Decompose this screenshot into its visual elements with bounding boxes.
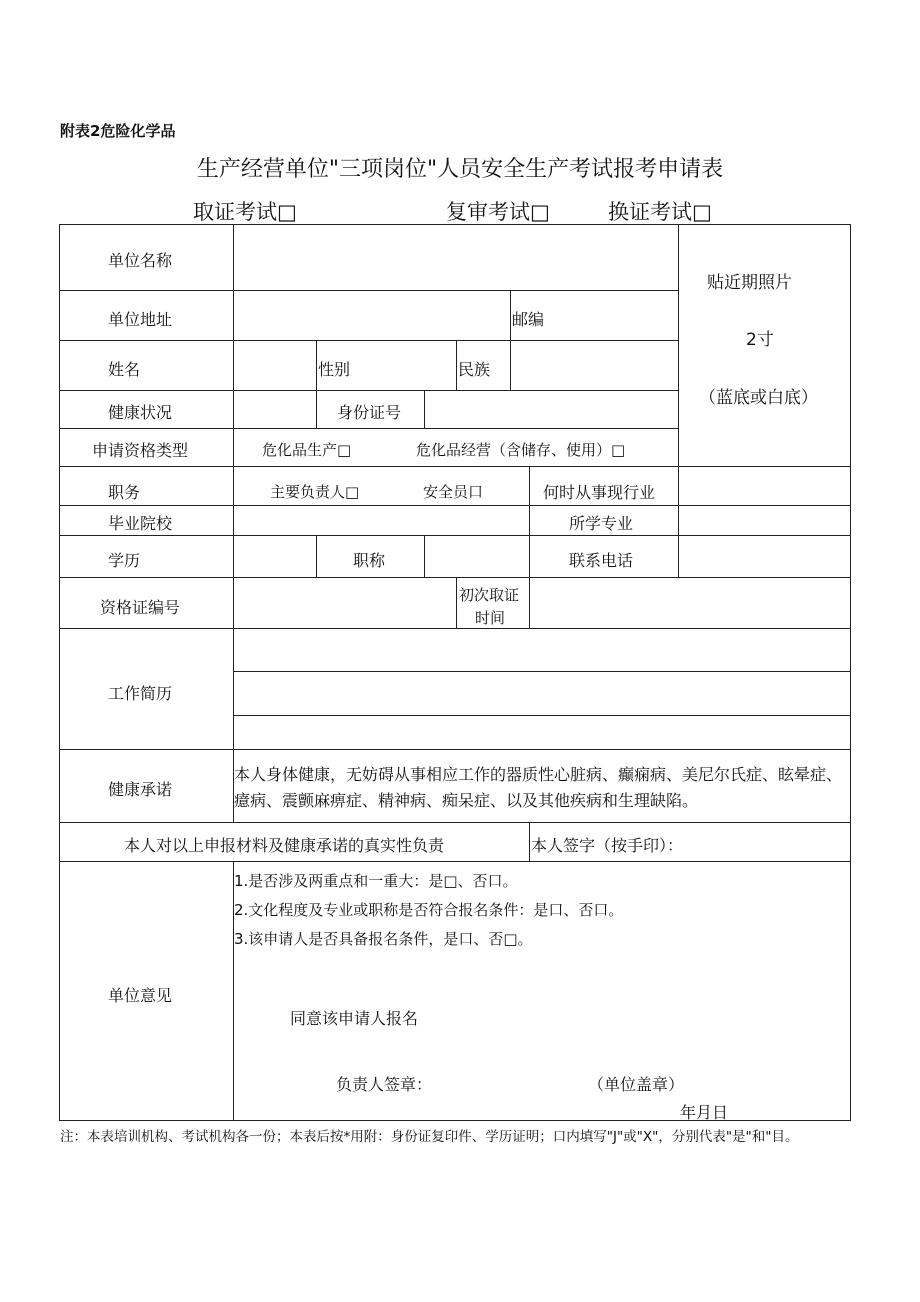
label-work-history: 工作简历	[108, 684, 173, 703]
label-first-cert-time: 初次取证	[459, 586, 520, 604]
qual-option-operation[interactable]: 危化品经营（含储存、使用）□	[416, 441, 626, 459]
school-input[interactable]	[234, 506, 528, 534]
unit-name-input[interactable]	[234, 225, 677, 289]
work-history-input[interactable]	[234, 629, 850, 748]
label-id-number: 身份证号	[337, 403, 402, 422]
industry-start-input[interactable]	[679, 467, 849, 504]
label-education: 学历	[108, 551, 141, 570]
label-title-rank: 职称	[353, 551, 386, 570]
leader-sign-label: 负责人签章：	[336, 1075, 433, 1094]
label-gender: 性别	[318, 360, 351, 379]
name-input[interactable]	[234, 341, 315, 389]
label-unit-name: 单位名称	[108, 251, 173, 270]
label-health-status: 健康状况	[108, 403, 173, 422]
attachment-label: 附表2危险化学品	[60, 122, 176, 140]
cert-number-input[interactable]	[234, 578, 455, 627]
footer-note: 注：本表培训机构、考试机构各一份；本表后按*用附：身份证复印件、学历证明；口内填写"J"或"X"，分别代表"是"和"目。	[60, 1129, 799, 1145]
signature-label: 本人签字（按手印）：	[531, 836, 684, 855]
qual-option-production[interactable]: 危化品生产□	[262, 441, 352, 459]
position-option-leader[interactable]: 主要负责人□	[270, 483, 360, 501]
position-option-safety-officer[interactable]: 安全员口	[423, 483, 484, 501]
label-name: 姓名	[108, 360, 141, 379]
label-unit-address: 单位地址	[108, 310, 173, 329]
exam-type-review[interactable]: 复审考试□	[446, 200, 550, 224]
label-industry-start: 何时从事现行业	[543, 483, 656, 502]
label-phone: 联系电话	[569, 551, 634, 570]
label-unit-opinion: 单位意见	[108, 986, 173, 1005]
exam-type-acquire[interactable]: 取证考试□	[193, 200, 297, 224]
id-number-input[interactable]	[425, 391, 677, 427]
label-major: 所学专业	[569, 514, 634, 533]
label-qualification-type: 申请资格类型	[92, 441, 189, 460]
photo-background: （蓝底或白底）	[699, 388, 818, 408]
agree-statement: 同意该申请人报名	[290, 1009, 419, 1028]
responsibility-statement: 本人对以上申报材料及健康承诺的真实性负责	[124, 836, 445, 855]
health-status-input[interactable]	[234, 391, 315, 427]
label-school: 毕业院校	[108, 514, 173, 533]
unit-address-input[interactable]	[234, 291, 509, 339]
form-title: 生产经营单位"三项岗位"人员安全生产考试报考申请表	[196, 157, 724, 182]
health-pledge-text: 本人身体健康，无妨碍从事相应工作的器质性心脏病、癫痫病、美尼尔氏症、眩晕症、癔病、震颤麻痹症、精神病、痴呆症、以及其他疾病和生理缺陷。	[234, 765, 843, 810]
label-first-cert-time-2: 时间	[475, 609, 506, 627]
exam-type-renew[interactable]: 换证考试□	[608, 200, 712, 224]
label-health-pledge: 健康承诺	[108, 780, 173, 799]
photo-instruction: 贴近期照片	[707, 273, 792, 293]
opinion-item-3: 3.该申请人是否具备报名条件，是口、否□。	[234, 930, 533, 948]
opinion-item-2: 2.文化程度及专业或职称是否符合报名条件：是口、否口。	[234, 901, 624, 919]
phone-input[interactable]	[679, 536, 849, 576]
date-label: 年月日	[680, 1103, 729, 1122]
label-postcode: 邮编	[512, 310, 545, 329]
label-cert-number: 资格证编号	[100, 598, 181, 617]
unit-seal-label: （单位盖章）	[588, 1075, 685, 1094]
label-position: 职务	[108, 483, 141, 502]
label-ethnicity: 民族	[458, 360, 491, 379]
opinion-item-1: 1.是否涉及两重点和一重大：是□、否口。	[234, 872, 518, 890]
photo-size: 2寸	[746, 330, 774, 350]
